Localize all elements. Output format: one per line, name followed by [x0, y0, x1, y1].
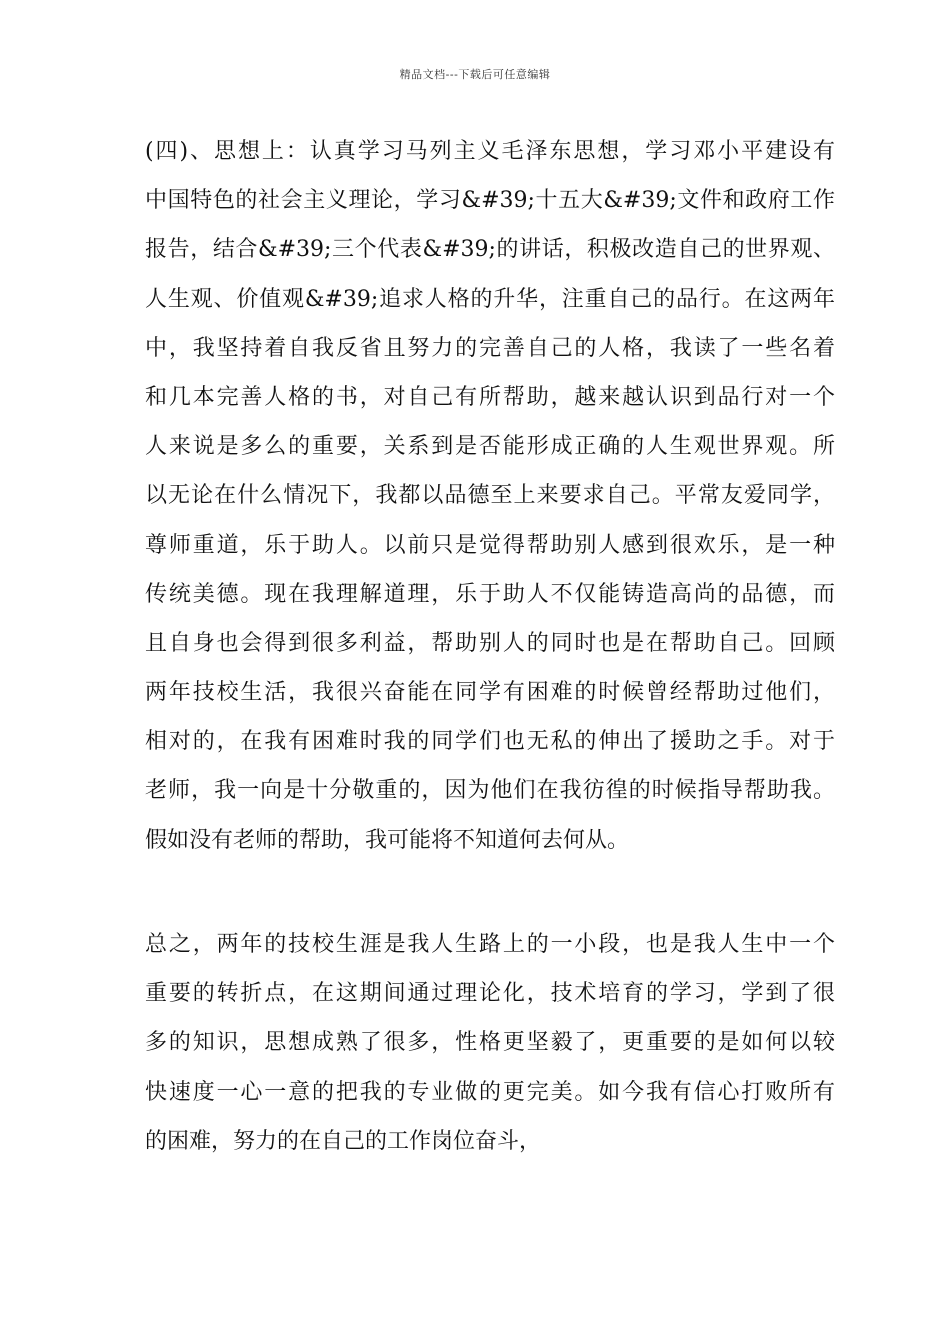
text-line: 的困难，努力的在自己的工作岗位奋斗，: [145, 1128, 542, 1154]
text-line: 且自身也会得到很多利益，帮助别人的同时也是在帮助自己。回顾: [145, 630, 835, 656]
text-line: 和几本完善人格的书，对自己有所帮助，越来越认识到品行对一个: [145, 384, 835, 410]
text-line: 老师，我一向是十分敬重的，因为他们在我彷徨的时候指导帮助我。: [145, 778, 835, 804]
text-line: 尊师重道，乐于助人。以前只是觉得帮助别人感到很欢乐，是一种: [145, 532, 835, 558]
paragraph-thought: [145, 127, 835, 865]
text-line: 报告，结合&#39;三个代表&#39;的讲话，积极改造自己的世界观、: [145, 237, 835, 263]
text-line: 人生观、价值观&#39;追求人格的升华，注重自己的品行。在这两年: [145, 286, 835, 312]
text-line: 中，我坚持着自我反省且努力的完善自己的人格，我读了一些名着: [145, 335, 835, 361]
text-line: 假如没有老师的帮助，我可能将不知道何去何从。: [145, 827, 630, 853]
text-line: 以无论在什么情况下，我都以品德至上来要求自己。平常友爱同学，: [145, 483, 835, 509]
text-line: 传统美德。现在我理解道理，乐于助人不仅能铸造高尚的品德，而: [145, 581, 835, 607]
text-line: 重要的转折点，在这期间通过理论化，技术培育的学习，学到了很: [145, 981, 835, 1007]
text-line: 快速度一心一意的把我的专业做的更完美。如今我有信心打败所有: [145, 1079, 835, 1105]
text-line: (四)、思想上：认真学习马列主义毛泽东思想，学习邓小平建设有: [145, 139, 835, 164]
text-line: 多的知识，思想成熟了很多，性格更坚毅了，更重要的是如何以较: [145, 1030, 835, 1056]
paragraph-summary: [145, 920, 835, 1166]
text-line: 两年技校生活，我很兴奋能在同学有困难的时候曾经帮助过他们，: [145, 680, 835, 706]
page-header: 精品文档---下载后可任意编辑: [399, 68, 551, 81]
text-line: 中国特色的社会主义理论，学习&#39;十五大&#39;文件和政府工作: [145, 188, 835, 214]
text-line: 相对的，在我有困难时我的同学们也无私的伸出了援助之手。对于: [145, 729, 835, 755]
text-line: 总之，两年的技校生涯是我人生路上的一小段，也是我人生中一个: [145, 932, 835, 957]
text-line: 人来说是多么的重要，关系到是否能形成正确的人生观世界观。所: [145, 434, 835, 460]
